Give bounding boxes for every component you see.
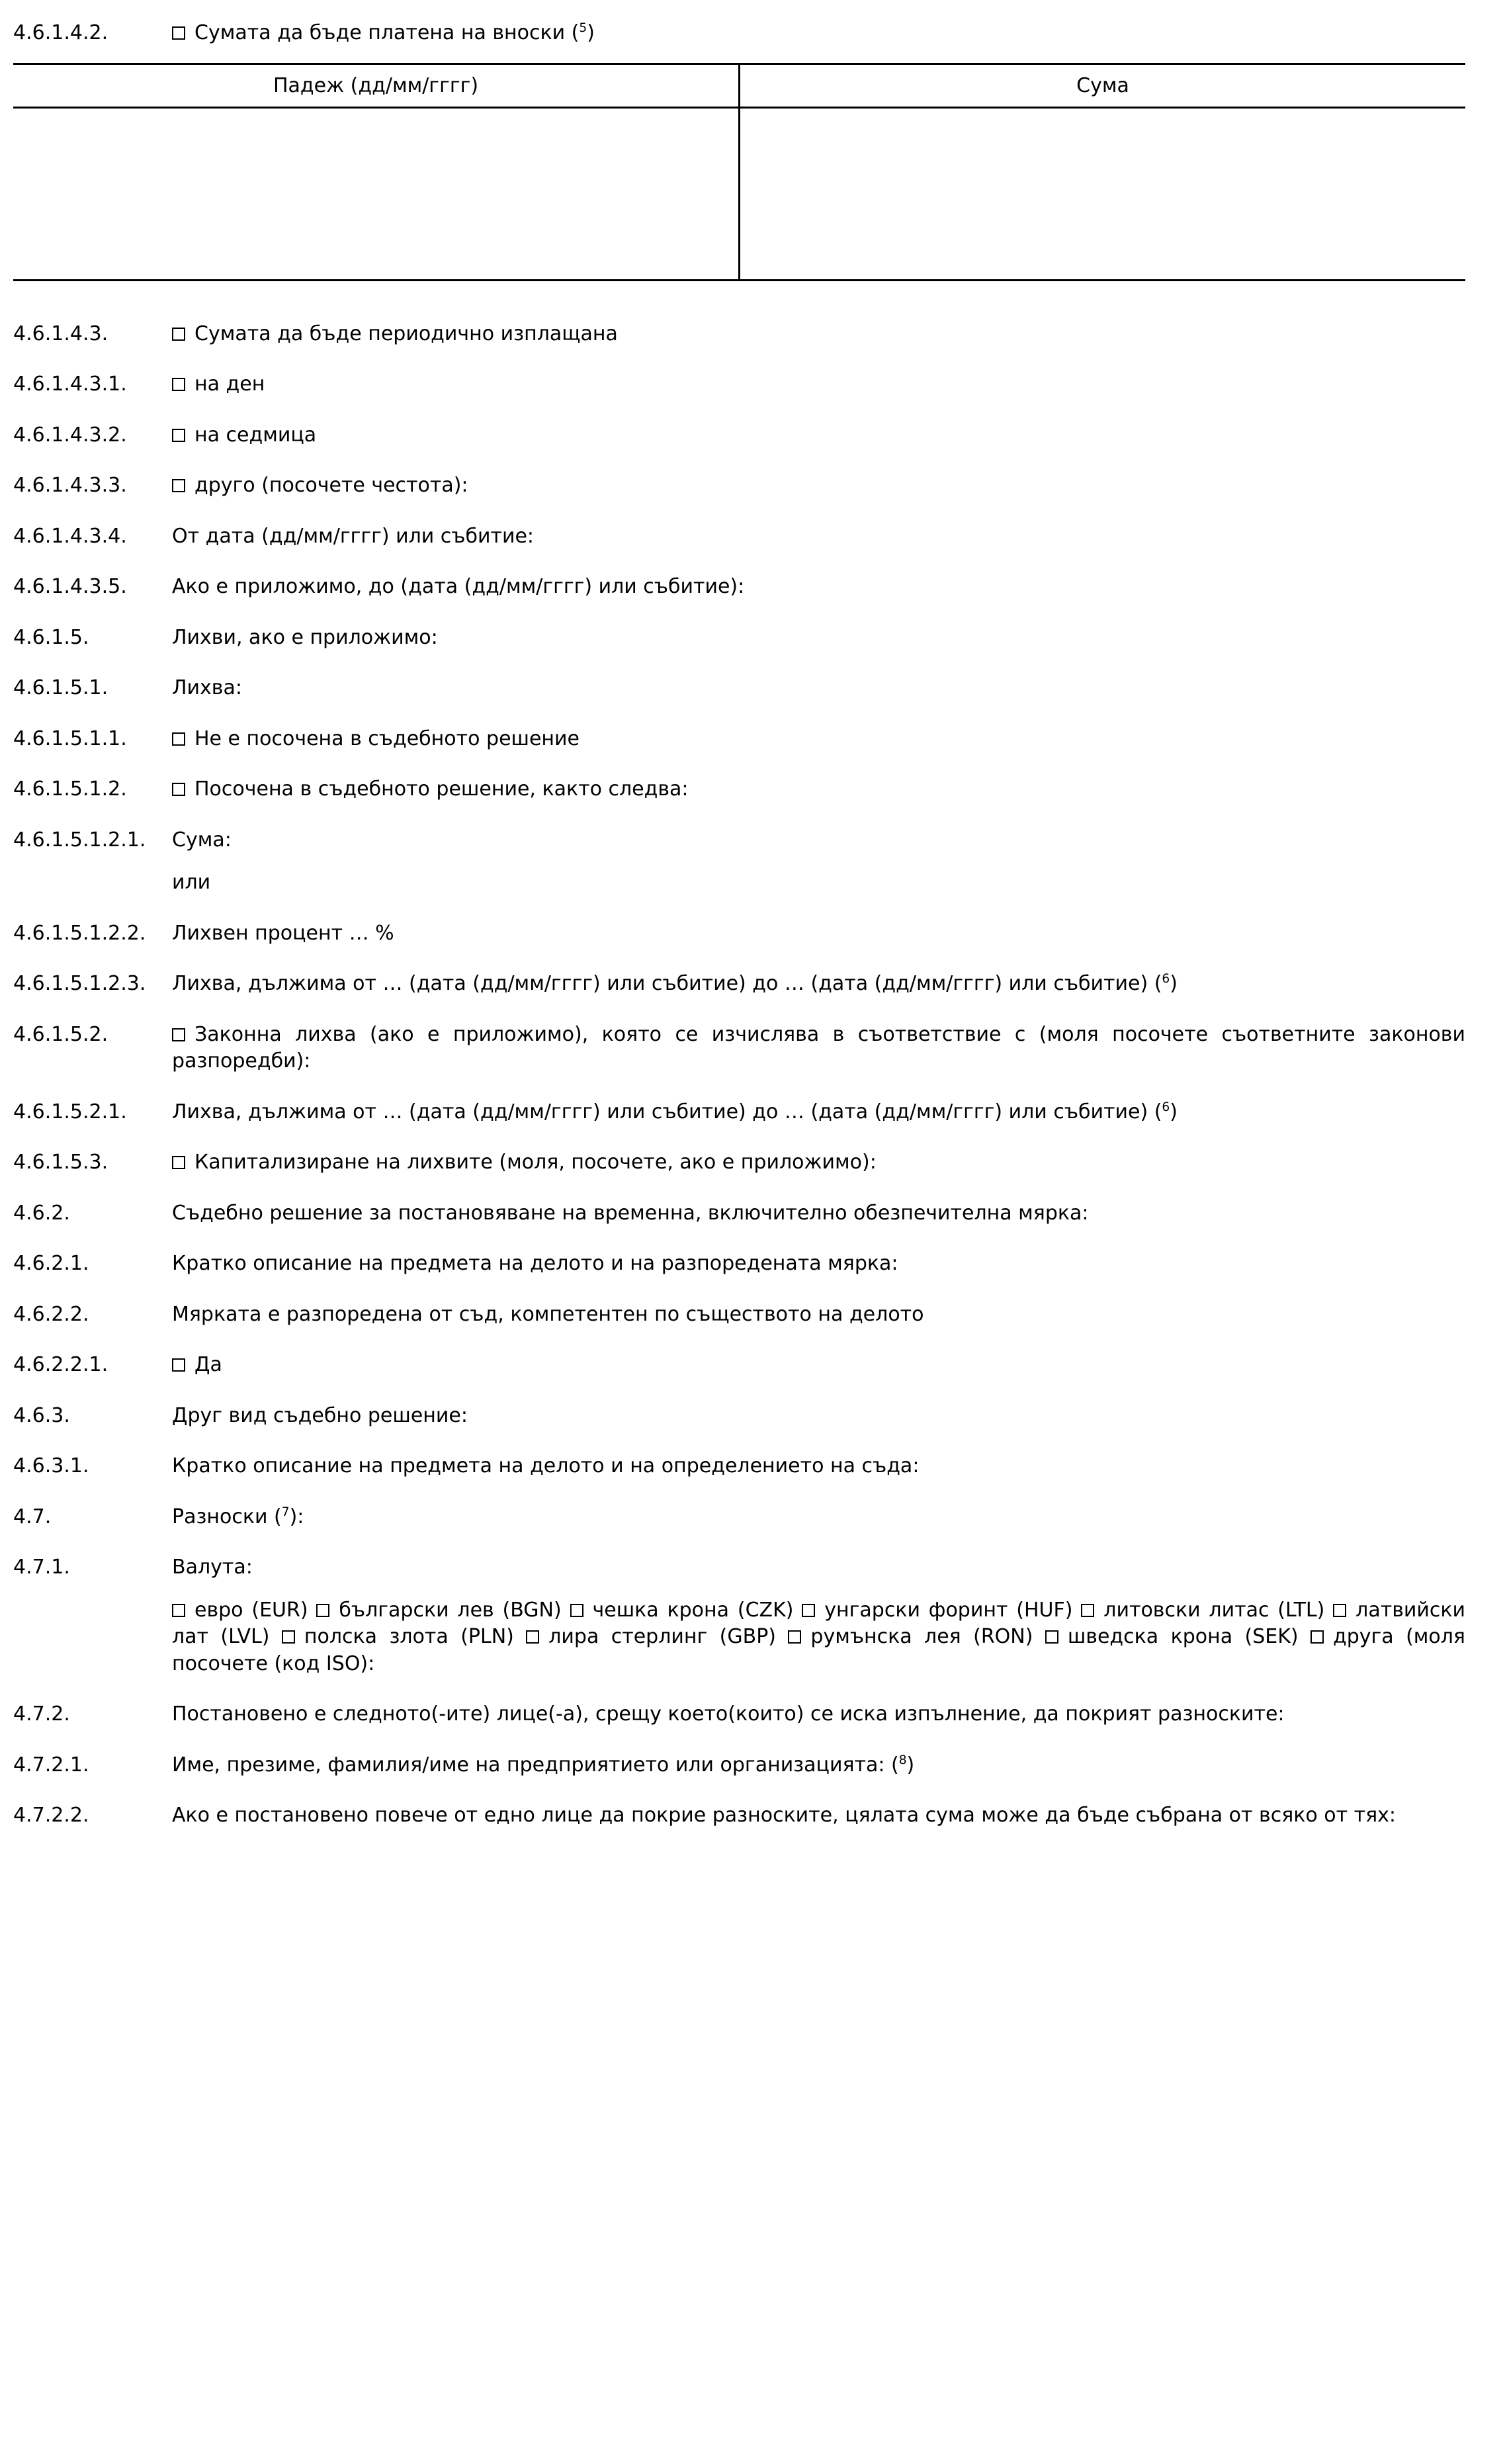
form-item-4-6-1-4-3-3: [13, 472, 1465, 500]
item-number: 4.6.1.5.1.2.: [13, 777, 127, 801]
form-item-4-6-1-4-3-1: [13, 371, 1465, 398]
form-item-4-6-1-5-2: [13, 1022, 1465, 1075]
item-number: 4.6.1.5.3.: [13, 1151, 108, 1174]
table-cell-amount[interactable]: [740, 107, 1466, 280]
item-number: 4.7.: [13, 1505, 52, 1528]
item-text: [172, 726, 1465, 753]
checkbox-czk[interactable]: [570, 1604, 583, 1617]
checkbox-lvl[interactable]: [1333, 1604, 1346, 1617]
item-text: [172, 1022, 1465, 1075]
item-number: 4.6.1.5.2.1.: [13, 1100, 127, 1123]
currency-option-pln: полска злота (PLN): [304, 1625, 514, 1648]
currency-option-sek: шведска крона (SEK): [1067, 1625, 1299, 1648]
form-item-4-6-1-5-3: [13, 1149, 1465, 1176]
item-number: 4.6.2.2.1.: [13, 1353, 108, 1376]
item-text: [172, 422, 1465, 449]
form-item-4-7: [13, 1504, 1465, 1531]
item-label: на седмица: [194, 423, 317, 447]
checkbox[interactable]: [172, 378, 185, 391]
item-number: 4.6.1.4.3.4.: [13, 524, 127, 548]
item-number: 4.6.1.5.: [13, 625, 89, 649]
item-label: Мярката е разпоредена от съд, компетентен по съществото на делото: [172, 1302, 924, 1326]
item-text: [172, 20, 1465, 47]
form-item-or: [13, 869, 1465, 897]
installments-table: [13, 63, 1465, 281]
form-item-4-6-1-4-3-4: [13, 523, 1465, 550]
form-item-4-7-2-1: [13, 1752, 1465, 1779]
form-item-4-6-2-2: [13, 1301, 1465, 1329]
item-number: 4.6.1.4.3.1.: [13, 373, 127, 396]
table-header-amount: Сума: [740, 64, 1466, 107]
form-item-4-6-1-5-2-1: [13, 1099, 1465, 1126]
item-number: 4.6.2.1.: [13, 1252, 89, 1275]
form-item-4-6-1-5-1-2: [13, 776, 1465, 803]
form-item-4-6-1-4-3: [13, 321, 1465, 348]
or-label: или: [172, 871, 211, 894]
form-item-4-7-2: [13, 1701, 1465, 1728]
item-label: Съдебно решение за постановяване на временна, включително обезпечителна мярка:: [172, 1201, 1089, 1225]
item-number: 4.6.1.5.1.1.: [13, 726, 127, 750]
item-label: Кратко описание на предмета на делото и на разпоредената мярка:: [172, 1252, 898, 1275]
item-label: Посочена в съдебното решение, както следва:: [194, 777, 689, 801]
form-item-4-6-3-1: [13, 1453, 1465, 1480]
table-row: [13, 107, 1465, 280]
checkbox[interactable]: [172, 1358, 185, 1372]
item-label: Име, презиме, фамилия/име на предприятието или организацията: ($^8$): [172, 1753, 915, 1777]
item-label: Законна лихва (ако е приложимо), която се изчислява в съответствие с (моля посочете съответните законови разпоредби):: [172, 1022, 1465, 1073]
currency-option-czk: чешка крона (CZK): [592, 1598, 794, 1622]
item-number: 4.6.1.4.3.2.: [13, 423, 127, 447]
item-text: [172, 472, 1465, 500]
checkbox[interactable]: [172, 783, 185, 796]
item-label: Сума:: [172, 828, 232, 852]
checkbox[interactable]: [172, 732, 185, 746]
form-item-4-6-3: [13, 1403, 1465, 1430]
item-number: 4.7.2.2.: [13, 1804, 89, 1827]
item-number: 4.6.1.5.1.2.2.: [13, 921, 146, 945]
checkbox-eur[interactable]: [172, 1604, 185, 1617]
currency-option-huf: унгарски форинт (HUF): [824, 1598, 1073, 1622]
form-item-4-6-1-4-2: [13, 20, 1465, 47]
checkbox-other[interactable]: [1311, 1630, 1324, 1644]
item-number: 4.6.1.4.3.5.: [13, 575, 127, 598]
form-item-4-6-2-2-1: [13, 1352, 1465, 1379]
currency-option-bgn: български лев (BGN): [339, 1598, 562, 1622]
form-item-4-7-1: [13, 1554, 1465, 1581]
item-label: Кратко описание на предмета на делото и на определението на съда:: [172, 1454, 920, 1477]
item-number: 4.6.1.4.3.3.: [13, 474, 127, 497]
item-text: [172, 776, 1465, 803]
item-number: 4.6.3.: [13, 1403, 70, 1427]
currency-option-other: друга (моля посочете (код ISO):: [172, 1625, 1465, 1675]
item-label: Друг вид съдебно решение:: [172, 1403, 468, 1427]
item-text: [172, 1149, 1465, 1176]
item-number: 4.6.1.5.1.2.1.: [13, 828, 146, 852]
checkbox[interactable]: [172, 26, 185, 40]
item-label: Валута:: [172, 1556, 253, 1579]
currency-options-block: [13, 1597, 1465, 1678]
form-item-4-6-1-4-3-5: [13, 574, 1465, 601]
checkbox-huf[interactable]: [802, 1604, 815, 1617]
item-label: Лихва:: [172, 676, 242, 699]
item-label: Лихва, дължима от … (дата (дд/мм/гггг) или събитие) до … (дата (дд/мм/гггг) или събитие) ($^6$): [172, 1100, 1178, 1123]
item-label: Лихви, ако е приложимо:: [172, 625, 438, 649]
checkbox-pln[interactable]: [282, 1630, 295, 1644]
item-number: 4.6.1.5.2.: [13, 1022, 108, 1046]
form-item-4-6-1-5-1: [13, 675, 1465, 702]
item-label: Сумата да бъде периодично изплащана: [194, 322, 618, 345]
item-text: [172, 1352, 1465, 1379]
form-item-4-6-2-1: [13, 1251, 1465, 1278]
checkbox[interactable]: [172, 429, 185, 442]
item-label: Постановено е следното(-ите) лице(-а), срещу което(които) се иска изпълнение, да покрият разноските:: [172, 1702, 1285, 1726]
item-number: 4.7.2.: [13, 1702, 70, 1726]
form-item-4-6-1-5-1-2-3: [13, 971, 1465, 998]
table-cell-due-date[interactable]: [13, 107, 740, 280]
item-label: Лихва, дължима от … (дата (дд/мм/гггг) или събитие) до … (дата (дд/мм/гггг) или събитие) ($^6$): [172, 972, 1178, 995]
item-label: Ако е постановено повече от едно лице да покрие разноските, цялата сума може да бъде събрана от всяко от тях:: [172, 1804, 1397, 1827]
checkbox[interactable]: [172, 479, 185, 492]
currency-options-list: [172, 1597, 1465, 1678]
form-item-4-6-2: [13, 1200, 1465, 1227]
checkbox-bgn[interactable]: [316, 1604, 329, 1617]
form-item-4-7-2-2: [13, 1802, 1465, 1829]
checkbox-ltl[interactable]: [1081, 1604, 1094, 1617]
item-label: Лихвен процент … %: [172, 921, 394, 945]
item-label: От дата (дд/мм/гггг) или събитие:: [172, 524, 535, 548]
currency-option-eur: евро (EUR): [194, 1598, 308, 1622]
item-number: 4.6.1.5.1.: [13, 676, 108, 699]
item-label: Разноски ($^7$):: [172, 1505, 304, 1528]
checkbox[interactable]: [172, 328, 185, 341]
item-number: 4.6.2.2.: [13, 1302, 89, 1326]
currency-option-ron: румънска лея (RON): [810, 1625, 1033, 1648]
item-label: на ден: [194, 373, 265, 396]
item-label: друго (посочете честота):: [194, 474, 468, 497]
currency-option-gbp: лира стерлинг (GBP): [548, 1625, 776, 1648]
form-item-4-6-1-5: [13, 625, 1465, 652]
item-label: Не е посочена в съдебното решение: [194, 726, 580, 750]
form-item-4-6-1-5-1-2-2: [13, 920, 1465, 947]
item-label: Ако е приложимо, до (дата (дд/мм/гггг) или събитие):: [172, 575, 745, 598]
item-number: 4.6.1.4.2.: [13, 21, 108, 44]
table-header-due-date: Падеж (дд/мм/гггг): [13, 64, 740, 107]
item-number: 4.6.2.: [13, 1201, 70, 1225]
checkbox-gbp[interactable]: [526, 1630, 539, 1644]
form-item-4-6-1-5-1-2-1: [13, 827, 1465, 854]
currency-option-ltl: литовски литас (LTL): [1103, 1598, 1325, 1622]
item-text: [172, 371, 1465, 398]
form-item-4-6-1-5-1-1: [13, 726, 1465, 753]
currency-option-lvl: латвийски лат (LVL): [172, 1598, 1465, 1648]
form-item-4-6-1-4-3-2: [13, 422, 1465, 449]
item-text: [172, 321, 1465, 348]
checkbox[interactable]: [172, 1156, 185, 1169]
item-number: 4.7.2.1.: [13, 1753, 89, 1777]
item-label: Капитализиране на лихвите (моля, посочете, ако е приложимо):: [194, 1151, 877, 1174]
item-label: Сумата да бъде платена на вноски ($^5$): [194, 21, 595, 44]
table-header-row: [13, 64, 1465, 107]
item-number: 4.6.1.4.3.: [13, 322, 108, 345]
checkbox[interactable]: [172, 1028, 185, 1041]
item-number: 4.6.1.5.1.2.3.: [13, 972, 146, 995]
item-number: 4.6.3.1.: [13, 1454, 89, 1477]
item-number: 4.7.1.: [13, 1556, 70, 1579]
checkbox-ron[interactable]: [788, 1630, 801, 1644]
checkbox-sek[interactable]: [1045, 1630, 1058, 1644]
item-label: Да: [194, 1353, 222, 1376]
